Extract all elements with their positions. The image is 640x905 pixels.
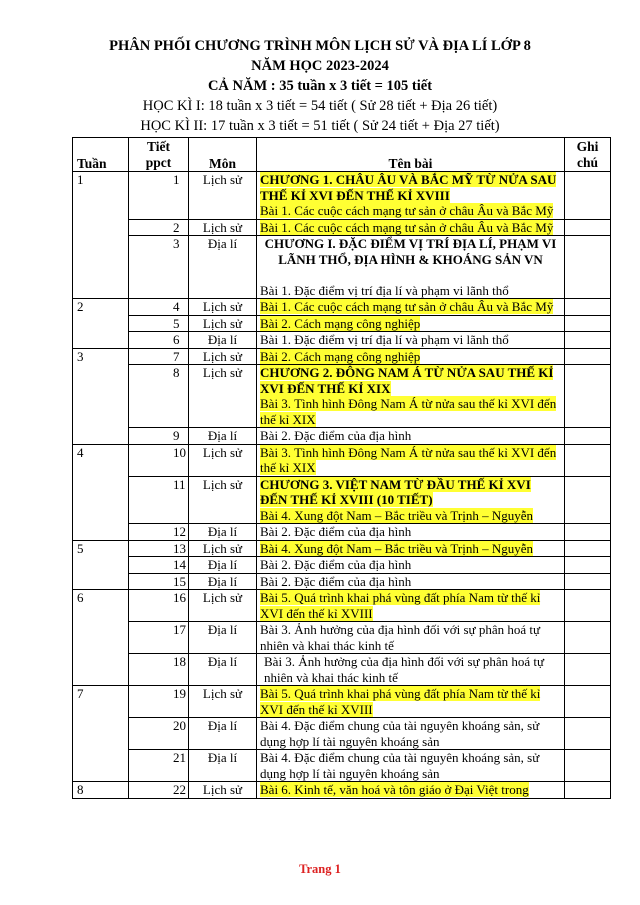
cell-subject: Địa lí [189,622,257,654]
cell-note [565,622,611,654]
lesson-title: Bài 2. Cách mạng công nghiệp [260,315,421,331]
lesson-title: Bài 1. Các cuộc cách mạng tư sản ở châu Âu và Bắc Mỹ [260,219,554,235]
cell-note [565,476,611,524]
cell-subject: Lịch sử [189,686,257,718]
cell-week: 7 [73,686,129,782]
cell-week: 6 [73,590,129,686]
cell-period: 9 [129,428,189,445]
table-row [73,444,611,476]
cell-lesson [257,315,565,332]
cell-period: 19 [129,686,189,718]
cell-note [565,686,611,718]
cell-period: 13 [129,540,189,557]
cell-period: 6 [129,332,189,349]
table-row [73,476,611,524]
cell-lesson [257,476,565,524]
cell-note [565,654,611,686]
chapter-title: CHƯƠNG 2. ĐÔNG NAM Á TỪ NỬA SAU THẾ KỈ XVI ĐẾN THẾ KỈ XIX [260,365,554,396]
cell-note [565,315,611,332]
cell-period: 20 [129,718,189,750]
lesson-title: Bài 4. Đặc điểm chung của tài nguyên khoáng sản, sử dụng hợp lí tài nguyên khoáng sản [260,750,540,781]
cell-subject: Lịch sử [189,365,257,428]
lesson-title: Bài 2. Đặc điểm của địa hình [260,573,412,589]
table-row [73,540,611,557]
table-row [73,219,611,236]
cell-subject: Lịch sử [189,315,257,332]
table-row [73,428,611,445]
lesson-title: Bài 2. Đặc điểm của địa hình [260,557,412,572]
table-row [73,315,611,332]
cell-lesson [257,332,565,349]
cell-lesson [257,590,565,622]
cell-lesson [257,622,565,654]
cell-week: 3 [73,348,129,444]
chapter-title: CHƯƠNG 1. CHÂU ÂU VÀ BẮC MỸ TỪ NỬA SAU THẾ KỈ XVI ĐẾN THẾ KỈ XVIII [260,172,557,203]
lesson-title: Bài 3. Ảnh hưởng của địa hình đối với sự phân hoá tự nhiên và khai thác kinh tế [264,654,545,685]
cell-subject: Lịch sử [189,782,257,799]
cell-note [565,365,611,428]
table-row [73,557,611,574]
cell-subject: Địa lí [189,557,257,574]
cell-period: 5 [129,315,189,332]
cell-lesson [257,299,565,316]
cell-lesson [257,654,565,686]
cell-period: 22 [129,782,189,799]
cell-period: 17 [129,622,189,654]
cell-lesson [257,540,565,557]
cell-period: 10 [129,444,189,476]
school-year: NĂM HỌC 2023-2024 [251,58,389,74]
cell-subject: Địa lí [189,750,257,782]
cell-subject: Lịch sử [189,540,257,557]
cell-period: 11 [129,476,189,524]
lesson-title: Bài 3. Tình hình Đông Nam Á từ nửa sau thế kỉ XVI đến thế kỉ XIX [260,444,557,475]
cell-subject: Lịch sử [189,444,257,476]
lesson-title: Bài 4. Xung đột Nam – Bắc triều và Trịnh – Nguyễn [260,540,533,556]
cell-note [565,348,611,365]
cell-lesson [257,573,565,590]
cell-period: 18 [129,654,189,686]
cell-subject: Địa lí [189,718,257,750]
chapter-title: CHƯƠNG 3. VIỆT NAM TỪ ĐẦU THẾ KỈ XVI ĐẾN THẾ KỈ XVIII (10 TIẾT) [260,476,531,507]
table-row [73,750,611,782]
cell-subject: Lịch sử [189,172,257,220]
cell-note [565,590,611,622]
cell-subject: Địa lí [189,236,257,299]
cell-lesson [257,718,565,750]
cell-lesson [257,524,565,541]
cell-note [565,750,611,782]
table-row [73,718,611,750]
cell-lesson [257,782,565,799]
table-row [73,332,611,349]
lesson-title: Bài 3. Ảnh hưởng của địa hình đối với sự phân hoá tự nhiên và khai thác kinh tế [260,622,541,653]
lesson-title: Bài 1. Đặc điểm vị trí địa lí và phạm vi lãnh thổ [260,282,509,298]
cell-note [565,557,611,574]
cell-note [565,236,611,299]
cell-note [565,524,611,541]
lesson-title: Bài 5. Quá trình khai phá vùng đất phía Nam từ thế kỉ XVI đến thế kỉ XVIII [260,590,541,621]
lesson-title: Bài 6. Kinh tế, văn hoá và tôn giáo ở Đại Việt trong [260,782,529,797]
lesson-title: Bài 2. Cách mạng công nghiệp [260,348,421,364]
cell-note [565,573,611,590]
cell-week: 5 [73,540,129,590]
table-row [73,654,611,686]
cell-lesson [257,219,565,236]
table-row [73,299,611,316]
cell-period: 1 [129,172,189,220]
cell-note [565,540,611,557]
col-header-tuan: Tuần [73,138,129,172]
col-header-tiet: Tiết ppct [129,138,189,172]
cell-note [565,718,611,750]
cell-note [565,332,611,349]
cell-subject: Lịch sử [189,299,257,316]
lesson-title: Bài 4. Đặc điểm chung của tài nguyên khoáng sản, sử dụng hợp lí tài nguyên khoáng sản [260,718,540,749]
cell-lesson [257,750,565,782]
lesson-title: Bài 2. Đặc điểm của địa hình [260,524,412,539]
table-row [73,782,611,799]
cell-lesson [257,348,565,365]
col-header-ten-bai: Tên bài [257,138,565,172]
cell-lesson [257,365,565,428]
semester-1-summary: HỌC KÌ I: 18 tuần x 3 tiết = 54 tiết ( Sử 28 tiết + Địa 26 tiết) [142,98,498,114]
lesson-title: Bài 1. Đặc điểm vị trí địa lí và phạm vi lãnh thổ [260,332,509,347]
col-header-ghi-chu: Ghi chú [565,138,611,172]
lesson-title: Bài 3. Tình hình Đông Nam Á từ nửa sau thế kỉ XVI đến thế kỉ XIX [260,396,557,427]
cell-lesson [257,557,565,574]
lesson-title: Bài 4. Xung đột Nam – Bắc triều và Trịnh – Nguyễn [260,507,533,523]
cell-subject: Lịch sử [189,219,257,236]
cell-subject: Địa lí [189,573,257,590]
cell-lesson [257,686,565,718]
cell-subject: Lịch sử [189,476,257,524]
table-row [73,524,611,541]
cell-lesson [257,428,565,445]
table-row [73,590,611,622]
cell-period: 8 [129,365,189,428]
cell-week: 8 [73,782,129,799]
cell-period: 3 [129,236,189,299]
cell-note [565,782,611,799]
semester-2-summary: HỌC KÌ II: 17 tuần x 3 tiết = 51 tiết ( Sử 24 tiết + Địa 27 tiết) [140,118,500,134]
col-header-mon: Môn [189,138,257,172]
cell-period: 14 [129,557,189,574]
cell-subject: Địa lí [189,524,257,541]
cell-note [565,428,611,445]
cell-subject: Địa lí [189,428,257,445]
cell-subject: Lịch sử [189,348,257,365]
cell-period: 16 [129,590,189,622]
cell-note [565,219,611,236]
cell-subject: Địa lí [189,332,257,349]
cell-period: 12 [129,524,189,541]
cell-lesson [257,236,565,299]
cell-note [565,172,611,220]
cell-lesson [257,172,565,220]
lesson-title: Bài 1. Các cuộc cách mạng tư sản ở châu Âu và Bắc Mỹ [260,203,554,218]
cell-period: 7 [129,348,189,365]
table-row [73,348,611,365]
cell-week: 4 [73,444,129,540]
year-summary: CẢ NĂM : 35 tuần x 3 tiết = 105 tiết [207,78,433,94]
cell-note [565,444,611,476]
page-number: Trang 1 [299,862,341,876]
cell-week: 2 [73,299,129,349]
cell-period: 21 [129,750,189,782]
cell-period: 2 [129,219,189,236]
table-row [73,686,611,718]
cell-note [565,299,611,316]
curriculum-table [72,137,611,799]
table-row [73,236,611,299]
doc-title: PHÂN PHỐI CHƯƠNG TRÌNH MÔN LỊCH SỬ VÀ ĐỊA LÍ LỚP 8 [109,38,531,54]
table-row [73,622,611,654]
lesson-title: Bài 2. Đặc điểm của địa hình [260,428,412,443]
cell-subject: Địa lí [189,654,257,686]
table-row [73,172,611,220]
cell-period: 15 [129,573,189,590]
cell-subject: Lịch sử [189,590,257,622]
cell-lesson [257,444,565,476]
table-row [73,365,611,428]
cell-week: 1 [73,172,129,299]
chapter-title: CHƯƠNG I. ĐẶC ĐIỂM VỊ TRÍ ĐỊA LÍ, PHẠM VI LÃNH THỔ, ĐỊA HÌNH & KHOÁNG SẢN VN [264,236,557,267]
lesson-title: Bài 1. Các cuộc cách mạng tư sản ở châu Âu và Bắc Mỹ [260,299,554,314]
cell-period: 4 [129,299,189,316]
lesson-title: Bài 5. Quá trình khai phá vùng đất phía Nam từ thế kỉ XVI đến thế kỉ XVIII [260,686,541,717]
table-row [73,573,611,590]
